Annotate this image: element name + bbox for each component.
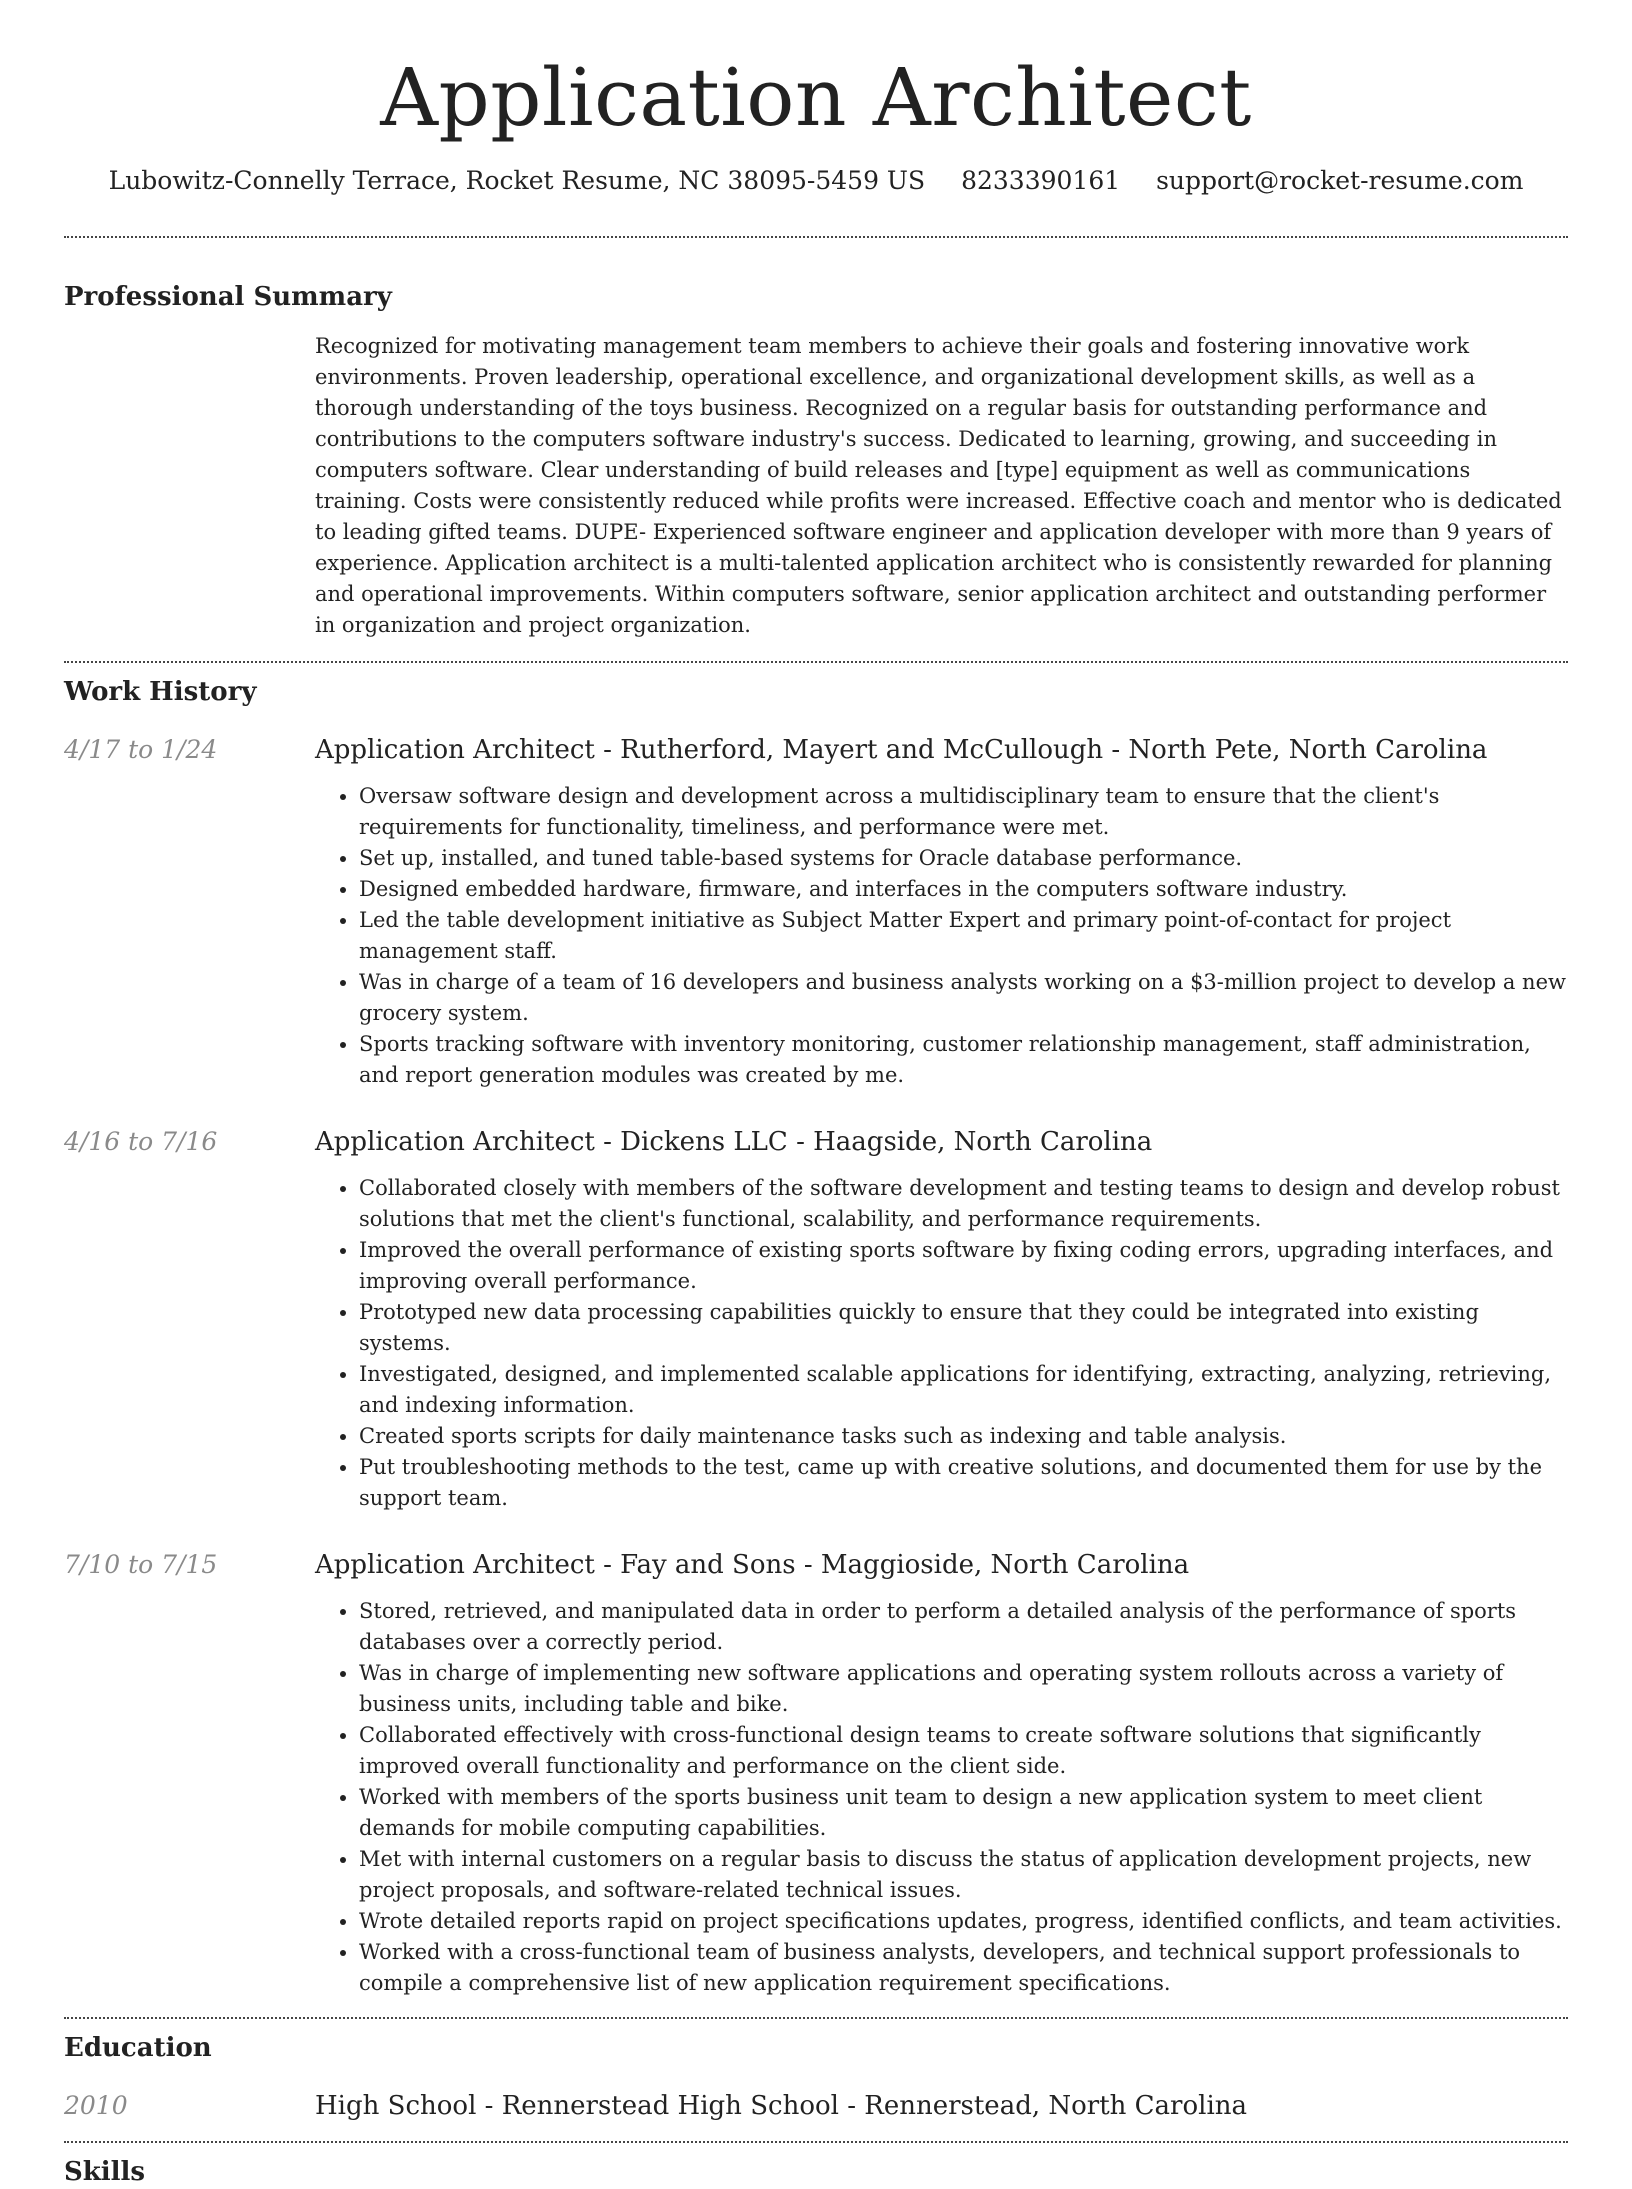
job-date: 4/17 to 1/24 [64,735,218,764]
list-item: • Prototyped new data processing capabilities quickly to ensure that they could be integrated into existing systems. [359,1297,1568,1359]
section-divider [64,661,1568,663]
education-date: 2010 [64,2091,128,2120]
job-entry [64,1548,1568,1999]
list-item: • Met with internal customers on a regular basis to discuss the status of application development projects, new project proposals, and software-related technical issues. [359,1844,1568,1906]
list-item: • Oversaw software design and development across a multidisciplinary team to ensure that the client's requirements for functionality, timeliness, and performance were met. [359,781,1568,843]
contact-email[interactable]: support@rocket-resume.com [1156,166,1524,195]
job-title: Application Architect - Dickens LLC - Haagside, North Carolina [315,1127,1153,1157]
section-education [64,2031,1568,2123]
job-entry [64,1125,1568,1514]
education-entry: High School - Rennerstead High School - Rennerstead, North Carolina [315,2091,1248,2121]
list-item: • Investigated, designed, and implemented scalable applications for identifying, extracting, analyzing, retrieving, and indexing information. [359,1359,1568,1421]
list-item: • Collaborated effectively with cross-functional design teams to create software solutions that significantly improved overall functionality and performance on the client side. [359,1720,1568,1782]
section-title-skills: Skills [64,2157,146,2187]
list-item: • Wrote detailed reports rapid on project specifications updates, progress, identified conflicts, and team activities. [359,1906,1568,1937]
section-title-education: Education [64,2033,212,2063]
contact-address: Lubowitz-Connelly Terrace, Rocket Resume, NC 38095-5459 US [108,166,926,195]
job-date: 7/10 to 7/15 [64,1550,218,1579]
list-item: • Sports tracking software with inventory monitoring, customer relationship management, staff administration, and report generation modules was created by me. [359,1029,1568,1091]
list-item: • Improved the overall performance of existing sports software by fixing coding errors, upgrading interfaces, and improving overall performance. [359,1235,1568,1297]
list-item: • Created sports scripts for daily maintenance tasks such as indexing and table analysis. [359,1421,1568,1452]
job-bullets [315,1596,1568,1999]
list-item: • Put troubleshooting methods to the test, came up with creative solutions, and documented them for use by the support team. [359,1452,1568,1514]
job-bullets [315,781,1568,1091]
resume-page [64,0,1568,2189]
contact-line [64,164,1568,198]
section-title-work: Work History [64,677,257,707]
section-divider [64,2017,1568,2019]
list-item: • Was in charge of a team of 16 developers and business analysts working on a $3-million project to develop a new grocery system. [359,967,1568,1029]
job-entry [64,733,1568,1091]
section-professional-summary [64,280,1568,641]
job-bullets [315,1173,1568,1514]
list-item: • Led the table development initiative as Subject Matter Expert and primary point-of-contact for project management staff. [359,905,1568,967]
section-skills [64,2155,1568,2189]
list-item: • Collaborated closely with members of the software development and testing teams to design and develop robust solutions that met the client's functional, scalability, and performance requirements. [359,1173,1568,1235]
section-divider [64,2141,1568,2143]
list-item: • Worked with a cross-functional team of business analysts, developers, and technical support professionals to compile a comprehensive list of new application requirement specifications. [359,1937,1568,1999]
section-work-history [64,675,1568,1999]
section-title-summary: Professional Summary [64,282,392,312]
summary-text: Recognized for motivating management team members to achieve their goals and fostering innovative work environments. Proven leadership, operational excellence, and organizational development skills, as well as a thorough understanding of the toys business. Recognized on a regular basis for outstanding performance and contributions to the computers software industry's success. Dedicated to learning, growing, and succeeding in computers software. Clear understanding of build releases and [type] equipment as well as communications training. Costs were consistently reduced while profits were increased. Effective coach and mentor who is dedicated to leading gifted teams. DUPE- Experienced software engineer and application developer with more than 9 years of experience. Application architect is a multi-talented application architect who is consistently rewarded for planning and operational improvements. Within computers software, senior application architect and outstanding performer in organization and project organization. [315,334,1562,637]
list-item: • Was in charge of implementing new software applications and operating system rollouts across a variety of business units, including table and bike. [359,1658,1568,1720]
contact-phone: 8233390161 [961,166,1121,195]
section-divider [64,236,1568,238]
list-item: • Set up, installed, and tuned table-based systems for Oracle database performance. [359,843,1568,874]
job-date: 4/16 to 7/16 [64,1127,218,1156]
job-title: Application Architect - Fay and Sons - Maggioside, North Carolina [315,1550,1190,1580]
list-item: • Worked with members of the sports business unit team to design a new application system to meet client demands for mobile computing capabilities. [359,1782,1568,1844]
list-item: • Designed embedded hardware, firmware, and interfaces in the computers software industry. [359,874,1568,905]
list-item: • Stored, retrieved, and manipulated data in order to perform a detailed analysis of the performance of sports databases over a correctly period. [359,1596,1568,1658]
job-title: Application Architect - Rutherford, Mayert and McCullough - North Pete, North Carolina [315,735,1488,765]
resume-name: Application Architect [380,51,1252,144]
